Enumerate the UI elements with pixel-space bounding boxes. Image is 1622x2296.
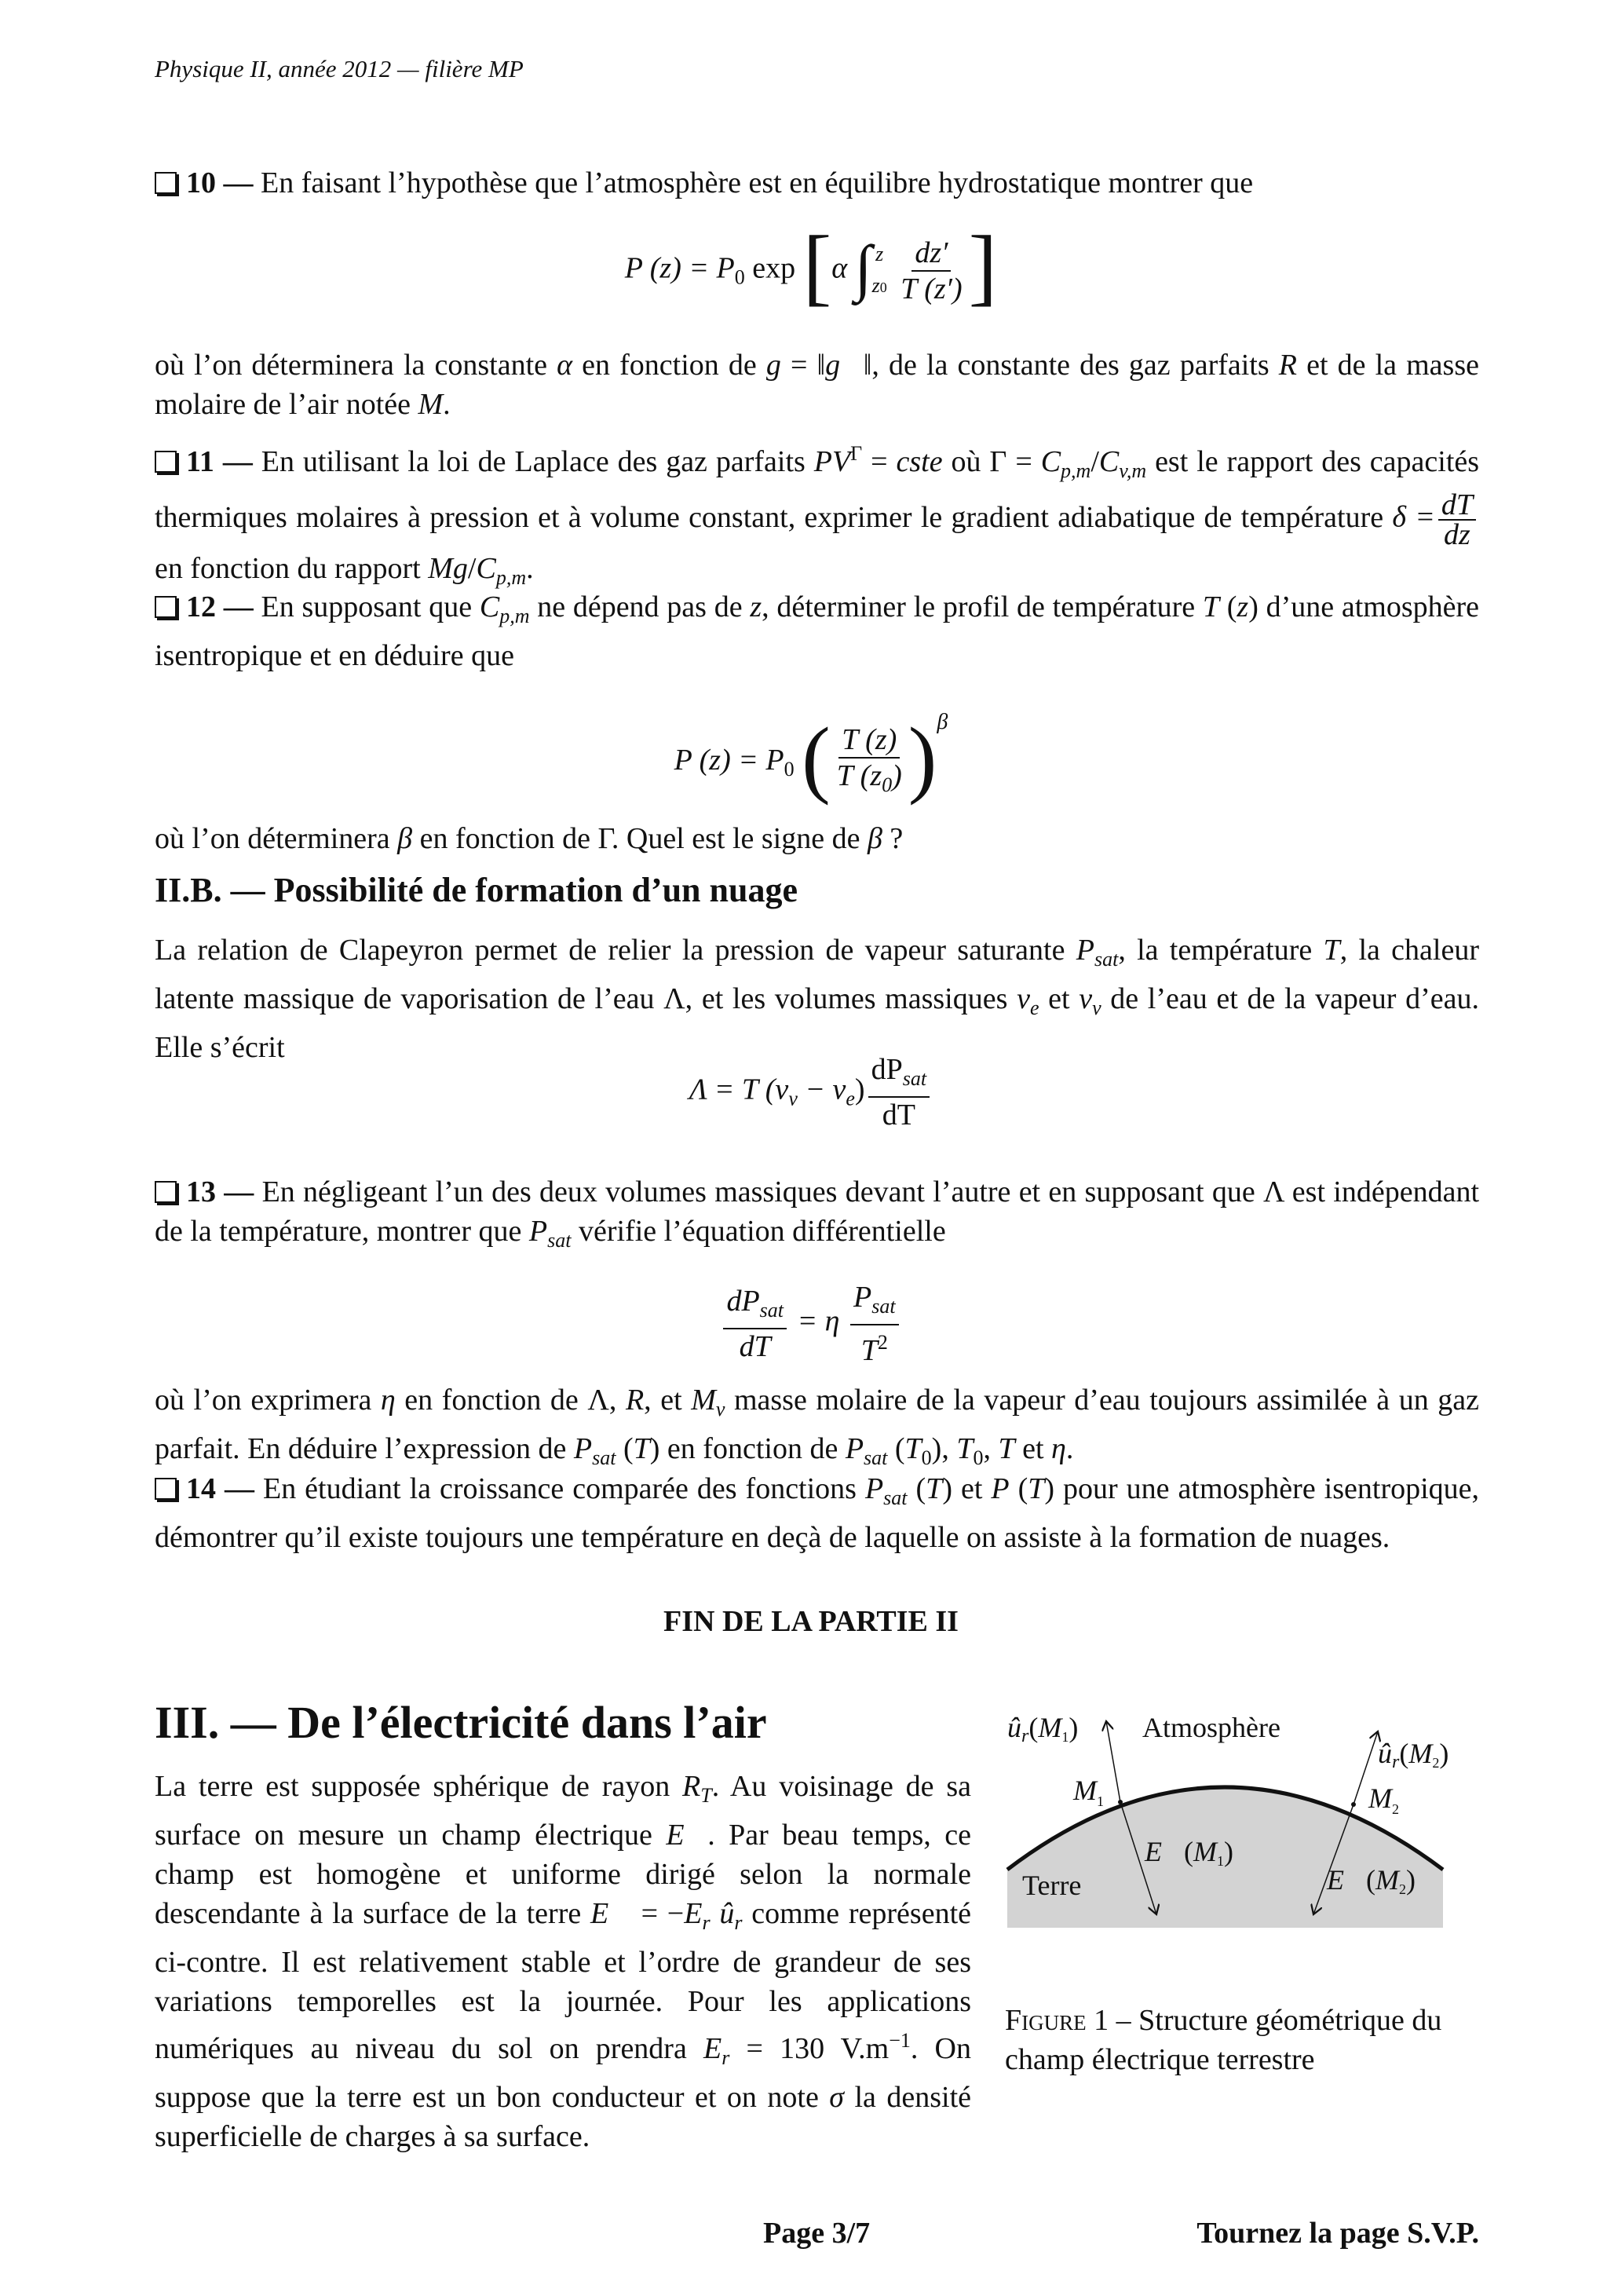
eq-text: = η [797,1304,840,1338]
question-number: 12 — [186,590,261,623]
equation-isentropic-pressure: P $(z) = P_0$ ( $\frac{T (z)}{T (z_0)}$ )$^\beta$ [674,710,948,806]
text-run: , et [644,1384,692,1417]
figure-earth-electric-field [1007,1704,1449,1940]
eq-text: dP [726,1285,760,1318]
eq-text: z [875,243,884,265]
text-run: g⃗ [825,349,864,382]
question-12-continuation [155,819,1479,858]
text-run: PV [813,445,851,478]
text-run: où l’on déterminera [155,822,398,855]
eq-text: dT [882,1099,915,1132]
text-run: p,m [495,566,527,589]
text-run: R [625,1384,645,1417]
text-run: où l’on déterminera la constante [155,349,557,382]
text-run: P [1076,934,1094,967]
text-run: En utilisant la loi de Laplace des gaz parfaits [261,445,814,478]
svg-text:M1: $M_1$ [1073,1775,1104,1809]
text-run: En supposant que [261,590,480,623]
eq-text: − v [797,1073,846,1106]
paragraph-clapeyron [155,930,1479,1067]
question-10 [155,163,1479,203]
text-run: où Γ = [942,445,1041,478]
text-run: P [845,1432,864,1465]
text-run: C [476,552,496,585]
checkbox-icon [155,172,177,194]
text-run: ) pour une atmosphère isentropique, démontrer qu’il existe toujours une température en deçà de laquelle on assiste à la formation de nuages. [155,1472,1480,1554]
question-12 [155,587,1479,675]
eq-text: dT [1438,491,1476,521]
text-run: T [956,1432,974,1465]
equation-pressure-integral: P $(z) = P_0$ exp [α ∫ z z0 $\frac{dz'}{T (z')}$ ] [624,218,998,314]
text-run: M [691,1384,716,1417]
text-run: sat [547,1229,572,1252]
text-run: T [1202,590,1219,623]
text-run: ne dépend pas de [529,590,751,623]
eq-text: 0 [879,280,887,295]
text-run: P [528,1215,548,1248]
text-run: ( [887,1432,905,1465]
text-run: . Au voisinage de sa surface on mesure un champ électrique [155,1770,971,1852]
text-runs [155,1770,971,2153]
eq-text: P (z) = P [674,744,784,777]
eq-text: sat [759,1299,784,1322]
text-run: = − [631,1897,685,1930]
text-run: ( [1218,590,1237,623]
fig-label-terre: Terre [1022,1870,1082,1901]
question-number: 10 — [186,166,261,199]
fig-label-atmosphere: Atmosphère [1142,1712,1280,1743]
text-run: sat [1094,948,1119,971]
fig-label-e-m1: E⃗ [1145,1836,1184,1867]
fig-label-m1: M [1073,1775,1097,1806]
turn-page-note: Tournez la page S.V.P. [1196,2217,1479,2250]
text-run: v [1092,996,1101,1019]
text-runs [155,1472,1479,1554]
text-run: Γ [850,442,863,465]
text-run: où l’on exprimera [155,1384,381,1417]
running-header: Physique II, année 2012 — filière MP [155,55,524,82]
text-runs [155,1384,1479,1469]
text-runs [186,166,1253,199]
text-run: et de la masse molaire de l’air notée [155,349,1479,421]
text-runs [155,1175,1480,1252]
text-run: T [1028,1472,1045,1505]
eq-text: ∫ [854,233,872,303]
text-run: et [1039,982,1080,1015]
text-run: Mg [428,552,468,585]
text-run: z [1237,590,1249,623]
text-run: en fonction du rapport [155,552,429,585]
text-run: T [633,1432,650,1465]
question-11 [155,434,1479,598]
text-run: comme représenté ci-contre. Il est relativement stable et l’ordre de grandeur de ses variations temporelles est la journée. Pour les applications numériques au niveau du sol on prendra [155,1897,971,2065]
text-run: v [1079,982,1093,1015]
text-run: p,m [1061,459,1091,482]
text-run: E [703,2032,722,2065]
text-run: E⃗ [590,1897,632,1930]
text-run: de l’eau et de la vapeur d’eau. Elle s’écrit [155,982,1479,1064]
text-run: ) d’une atmosphère isentropique et en déduire que [155,590,1480,672]
text-run: / [1090,445,1099,478]
checkbox-icon [155,451,177,473]
question-14 [155,1469,1479,1557]
text-run: T [1323,934,1340,967]
text-run: T [998,1432,1015,1465]
paragraph-electric-field [155,1767,971,2156]
text-run: En négligeant l’un des deux volumes massiques devant l’autre et en supposant que Λ est indépendant de la température, montrer que [155,1175,1480,1248]
text-run: . Par beau temps, ce champ est homogène et uniforme dirigé selon la normale descendante à la surface de la terre [155,1819,972,1930]
equation-psat-differential [0,1280,1622,1368]
eq-text: δ = [1392,500,1435,534]
text-run: P [991,1472,1010,1505]
eq-text: ) [854,1073,865,1106]
question-number: 14 — [186,1472,263,1505]
text-run: ? [882,822,904,855]
text-runs [155,934,1479,1064]
text-run: est le rapport des capacités thermiques molaires à pression et à volume constant, exprimer le gradient adiabatique de température [155,445,1480,534]
eq-text: P (z) = P [624,251,735,285]
text-run: . [443,388,451,421]
eq-text: z [871,274,880,297]
text-run: η [380,1384,396,1417]
eq-text: T (z [836,759,882,793]
text-run: , la température [1118,934,1324,967]
eq-text: dT [739,1330,771,1363]
text-run: C [1040,445,1061,478]
eq-text: 0 [734,265,745,289]
eq-text: v [788,1087,798,1110]
text-run: β [867,822,882,855]
text-run: en fonction de [572,349,766,382]
page-number: Page 3/7 [763,2217,871,2250]
text-run: ) en fonction de [649,1432,846,1465]
fig-label: û [1007,1712,1021,1743]
text-runs [155,552,534,589]
text-run: En étudiant la croissance comparée des fonctions [262,1472,865,1505]
text-run: T [904,1432,922,1465]
text-run: masse molaire de la vapeur d’eau toujours assimilée à un gaz parfait. En déduire l’expression de [155,1384,1479,1465]
text-run: et [1014,1432,1052,1465]
fig-label: û [1378,1738,1392,1769]
eq-text: ) [892,759,902,793]
text-run: cste [896,445,943,478]
text-run: σ [829,2081,845,2114]
text-run [711,1897,720,1930]
text-run: û [719,1897,735,1930]
text-run: la densité superficielle de charges à sa surface. [155,2081,971,2153]
text-run: , la chaleur latente massique de vaporisation de l’eau Λ, et les volumes massiques [155,934,1479,1015]
section-heading-III: III. — De l’électricité dans l’air [155,1697,767,1748]
eq-text: dz [1444,518,1470,551]
text-run: en fonction de Γ. Quel est le signe de [412,822,868,855]
question-13-continuation [155,1380,1479,1478]
text-run: E⃗ [666,1819,708,1852]
text-run: e [1029,996,1039,1019]
text-run: −1 [889,2029,911,2052]
caption-text: – Structure géométrique du champ électrique terrestre [1005,2004,1442,2076]
eq-text: β [937,710,948,734]
text-run: ) et [942,1472,992,1505]
text-run: La terre est supposée sphérique de rayon [155,1770,683,1803]
eq-text: 0 [784,758,795,781]
svg-text:ûr(M1): ûr(M1) [1007,1712,1079,1746]
caption-label: Figure 1 [1005,2004,1109,2037]
text-run: ), [931,1432,957,1465]
fig-label-m2: M [1368,1782,1392,1814]
text-run: α [557,349,573,382]
question-number: 13 — [186,1175,262,1208]
eq-text: 0 [882,773,893,797]
text-run: ( [1009,1472,1028,1505]
text-run: ( [907,1472,926,1505]
eq-text: 2 [877,1331,888,1354]
end-of-part-label: FIN DE LA PARTIE II [663,1605,959,1638]
section-heading-IIB: II.B. — Possibilité de formation d’un nuage [155,871,798,909]
text-run: P [864,1472,884,1505]
checkbox-icon [155,1181,177,1203]
text-run: sat [592,1446,616,1469]
eq-text: sat [902,1067,927,1090]
eq-text: T [860,1334,878,1367]
text-run: = [862,445,897,478]
text-run: 0 [921,1446,932,1469]
text-run: R [682,1770,701,1803]
checkbox-icon [155,1478,177,1500]
text-run: sat [864,1446,888,1469]
text-run: 0 [973,1446,984,1469]
eq-text: Λ = T (v [689,1073,789,1106]
question-13 [155,1172,1479,1260]
text-run: vérifie l’équation différentielle [571,1215,946,1248]
text-run: r [702,1911,711,1934]
text-run: ( [616,1432,634,1465]
eq-text: dz′ [911,236,951,272]
text-run: C [479,590,500,623]
text-run: v,m [1119,459,1147,482]
text-run: r [721,2046,730,2069]
text-run: z [750,590,762,623]
text-run: η [1051,1432,1066,1465]
eq-text: P [853,1281,872,1314]
text-runs [155,349,1479,421]
question-10-continuation [155,345,1479,424]
svg-text:E⃗(M2): E⃗(M2) [1327,1864,1416,1897]
text-run: R [1278,349,1297,382]
text-run: = 130 V.m [729,2032,890,2065]
text-run: , déterminer le profil de température [762,590,1203,623]
svg-text:M2: $M_2$ [1368,1782,1399,1817]
fig-label-e-m2: E⃗ [1327,1864,1366,1896]
eq-text: dP [871,1053,903,1086]
text-run: g [765,349,781,382]
text-run: v [1017,982,1030,1015]
text-run: La relation de Clapeyron permet de relier la pression de vapeur saturante [155,934,1076,967]
text-runs [155,590,1479,672]
text-runs [155,442,1480,534]
text-run: / [467,552,477,585]
eq-text: e [846,1087,855,1110]
text-run: E [684,1897,703,1930]
ur-m1-arrow [1106,1721,1120,1802]
text-run: . [526,552,534,585]
figure-caption [1005,2001,1492,2079]
text-run: ‖, de la constante des gaz parfaits [863,349,1279,382]
text-run: p,m [499,605,530,627]
text-run: En faisant l’hypothèse que l’atmosphère est en équilibre hydrostatique montrer que [261,166,1254,199]
eq-text: T (z′) [901,272,963,305]
text-run: . On suppose que la terre est un bon conducteur et on note [155,2032,971,2114]
svg-text:ûr(M2): ûr(M2) [1378,1738,1449,1772]
eq-text: α [831,251,848,285]
eq-text: sat [871,1295,896,1318]
text-run: T [926,1472,943,1505]
text-run: . [1065,1432,1074,1465]
text-run: P [573,1432,593,1465]
eq-text: exp [744,251,796,285]
equation-clapeyron [0,1052,1622,1132]
text-runs [155,822,903,855]
eq-text: T (z) [838,722,900,759]
text-run: en fonction de Λ, [395,1384,626,1417]
checkbox-icon [155,596,177,618]
text-run: C [1098,445,1120,478]
text-run: sat [883,1486,908,1509]
text-run: M [418,388,444,421]
text-run: β [397,822,413,855]
question-number: 11 — [186,445,261,478]
text-run: v [715,1398,725,1420]
text-run: = ‖ [780,349,826,382]
svg-text:E⃗(M1): E⃗(M1) [1145,1836,1233,1869]
text-run: , [983,1432,999,1465]
text-run: r [734,1911,743,1934]
text-run: T [700,1784,712,1807]
